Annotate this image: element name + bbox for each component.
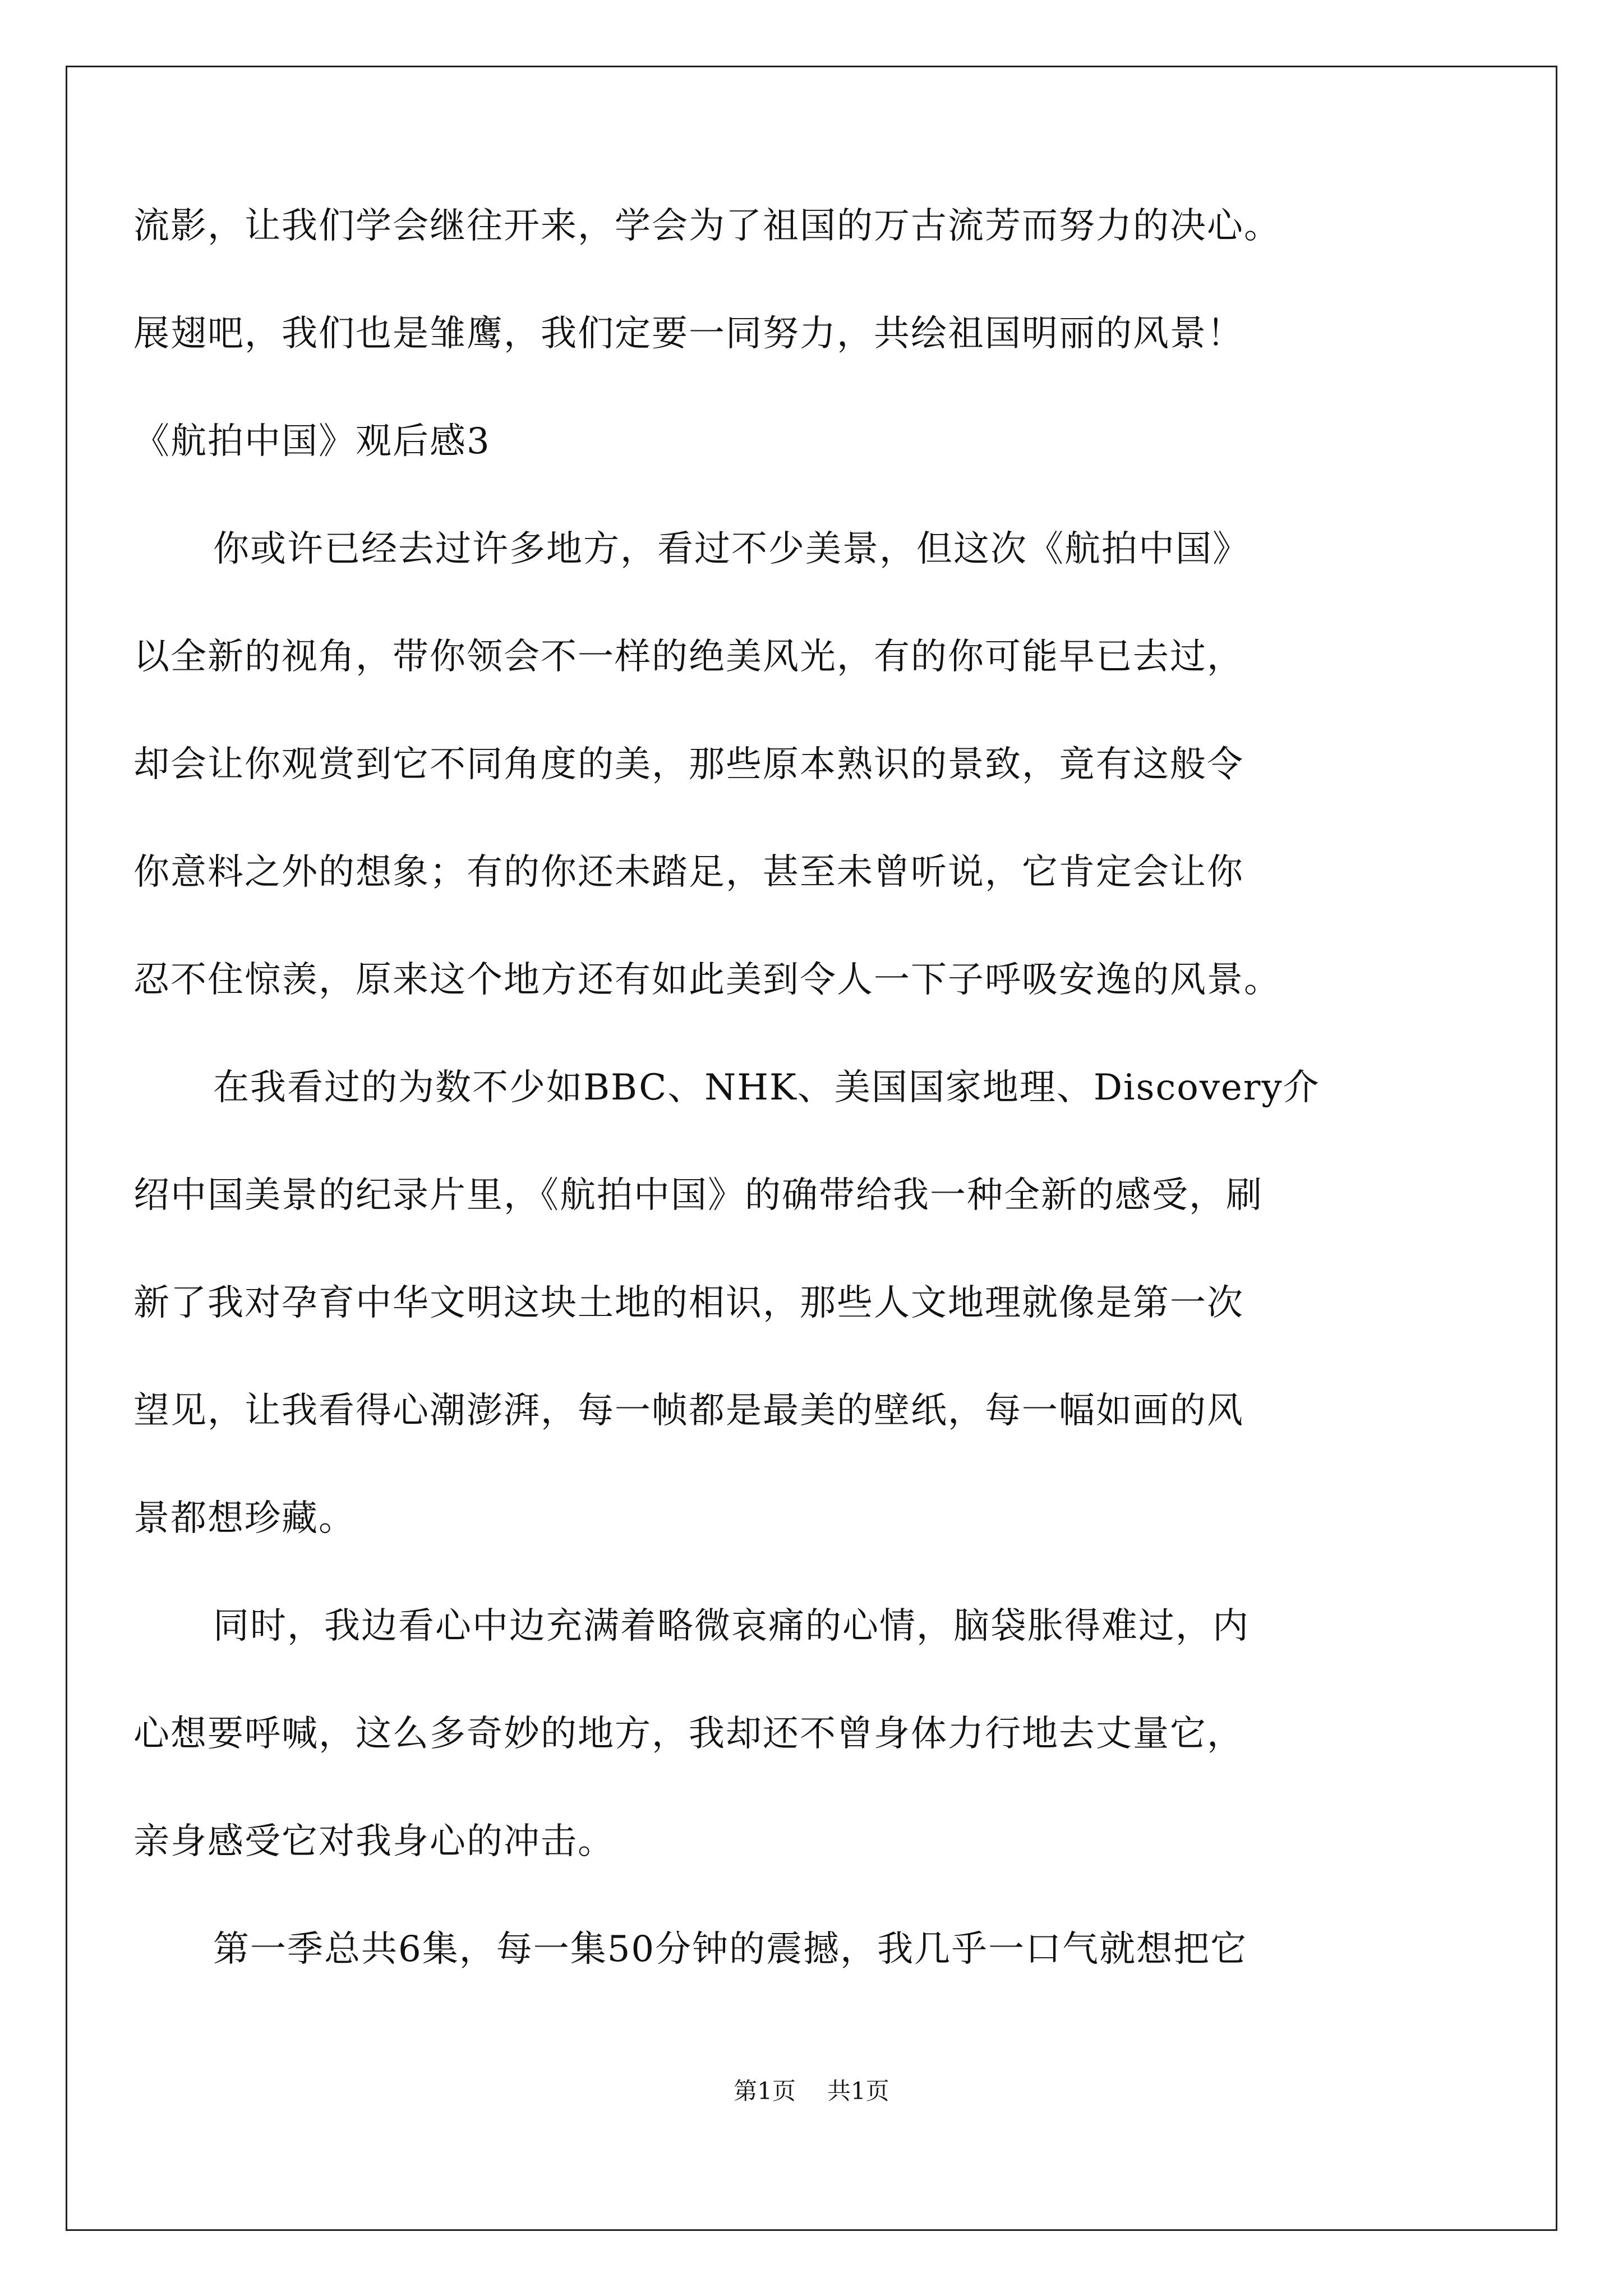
paragraph-first-line: 同时，我边看心中边充满着略微哀痛的心情，脑袋胀得难过，内 <box>213 1605 1249 1647</box>
page-total: 共1页 <box>827 2077 889 2105</box>
text-line: 却会让你观赏到它不同角度的美，那些原本熟识的景致，竟有这般令 <box>133 744 1244 785</box>
text-line: 你意料之外的想象；有的你还未踏足，甚至未曾听说，它肯定会让你 <box>133 852 1244 893</box>
page-footer <box>0 2074 1623 2108</box>
text-line: 流影，让我们学会继往开来，学会为了祖国的万古流芳而努力的决心。 <box>133 205 1281 247</box>
text-line: 展翅吧，我们也是雏鹰，我们定要一同努力，共绘祖国明丽的风景！ <box>133 313 1244 355</box>
text-line: 望见，让我看得心潮澎湃，每一帧都是最美的壁纸，每一幅如画的风 <box>133 1390 1244 1432</box>
text-line: 景都想珍藏。 <box>133 1498 356 1539</box>
page-border <box>66 66 1557 2231</box>
page-number: 第1页 <box>734 2077 796 2105</box>
paragraph-first-line: 在我看过的为数不少如BBC、NHK、美国国家地理、Discovery介 <box>213 1067 1320 1108</box>
section-heading: 《航拍中国》观后感3 <box>133 421 491 462</box>
text-line: 心想要呼喊，这么多奇妙的地方，我却还不曾身体力行地去丈量它， <box>133 1713 1244 1755</box>
paragraph-first-line: 第一季总共6集，每一集50分钟的震撼，我几乎一口气就想把它 <box>213 1929 1248 1970</box>
text-line: 绍中国美景的纪录片里，《航拍中国》的确带给我一种全新的感受，刷 <box>133 1175 1263 1216</box>
paragraph-first-line: 你或许已经去过许多地方，看过不少美景，但这次《航拍中国》 <box>213 528 1249 570</box>
text-line: 新了我对孕育中华文明这块土地的相识，那些人文地理就像是第一次 <box>133 1282 1244 1324</box>
text-line: 忍不住惊羡，原来这个地方还有如此美到令人一下子呼吸安逸的风景。 <box>133 959 1281 1001</box>
text-line: 以全新的视角，带你领会不一样的绝美风光，有的你可能早已去过， <box>133 636 1244 678</box>
text-line: 亲身感受它对我身心的冲击。 <box>133 1821 615 1862</box>
